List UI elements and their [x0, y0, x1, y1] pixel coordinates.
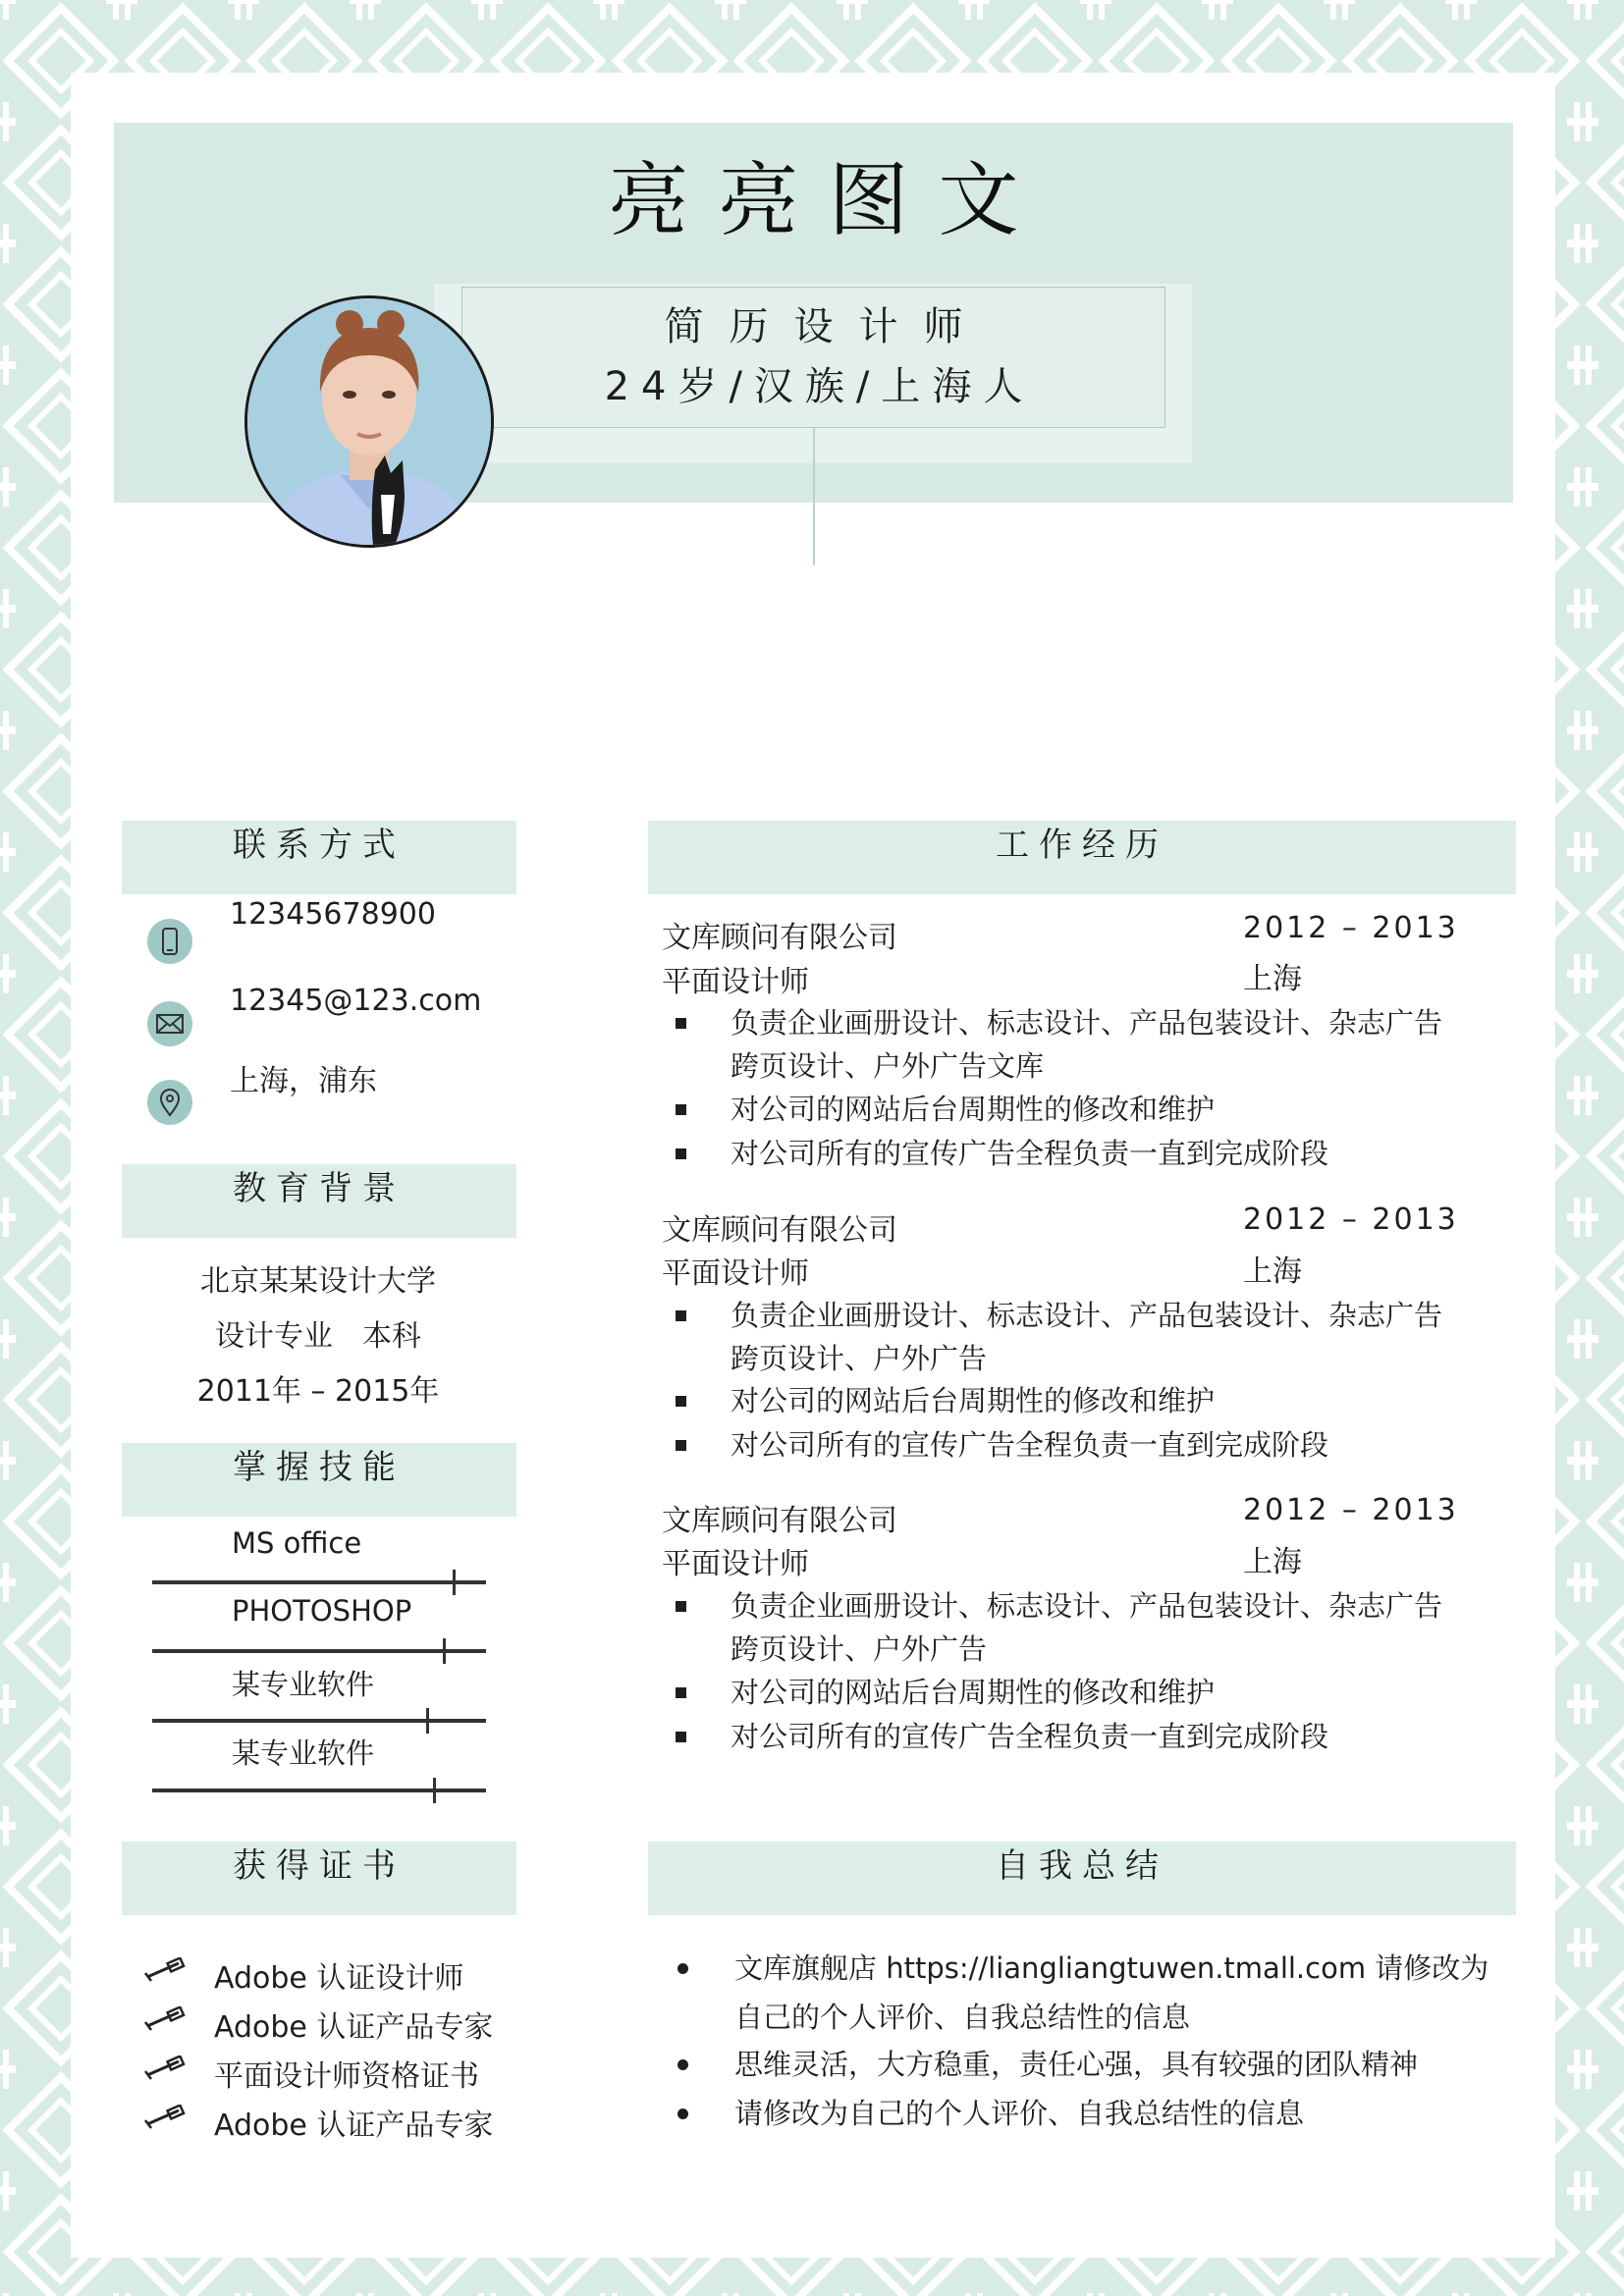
certificate-icon: [143, 2006, 187, 2032]
job-bullet-text: 负责企业画册设计、标志设计、产品包装设计、杂志广告跨页设计、户外广告: [731, 1589, 1443, 1666]
summary-section-title: 自我总结: [648, 1842, 1516, 1915]
skill-bar: [152, 1719, 486, 1723]
job-role: 平面设计师: [662, 965, 809, 999]
study-period: 2011年 – 2015年: [196, 1374, 440, 1409]
job-bullet-text: 对公司所有的宣传广告全程负责一直到完成阶段: [731, 1137, 1329, 1170]
certificate-name: Adobe 认证产品专家: [214, 2010, 494, 2045]
job-bullet-text: 对公司的网站后台周期性的修改和维护: [731, 1676, 1216, 1709]
skill-name: 某专业软件: [232, 1668, 375, 1701]
job-years: 2012 – 2013: [1243, 911, 1459, 945]
job-bullet-text: 对公司的网站后台周期性的修改和维护: [731, 1093, 1216, 1126]
certificate-name: Adobe 认证设计师: [214, 1961, 464, 1996]
job-bullet-text: 负责企业画册设计、标志设计、产品包装设计、杂志广告跨页设计、户外广告文库: [731, 1006, 1443, 1083]
certificates-section-title: 获得证书: [122, 1842, 516, 1915]
summary-text: 思维灵活，大方稳重，责任心强，具有较强的团队精神: [734, 2048, 1419, 2081]
location-icon: [147, 1080, 192, 1125]
skill-level-marker: [453, 1570, 456, 1595]
contact-section-title: 联系方式: [122, 821, 516, 894]
personal-meta: 24岁/汉族/上海人: [604, 364, 1035, 409]
candidate-name: 亮亮图文: [608, 154, 1049, 247]
job-location: 上海: [1243, 1545, 1302, 1579]
job-company: 文库顾问有限公司: [662, 1213, 897, 1248]
work-section-title: 工作经历: [648, 821, 1516, 894]
certificate-icon: [143, 2105, 187, 2130]
skill-level-marker: [443, 1638, 446, 1664]
skill-bar: [152, 1789, 486, 1792]
phone-number: 12345678900: [230, 897, 436, 932]
job-bullet-text: 负责企业画册设计、标志设计、产品包装设计、杂志广告跨页设计、户外广告: [731, 1299, 1443, 1375]
job-bullet-text: 对公司的网站后台周期性的修改和维护: [731, 1384, 1216, 1417]
skill-level-marker: [426, 1708, 429, 1734]
skill-level-marker: [433, 1778, 436, 1803]
job-bullet-text: 对公司所有的宣传广告全程负责一直到完成阶段: [731, 1720, 1329, 1753]
job-title: 简历设计师: [664, 304, 989, 349]
job-years: 2012 – 2013: [1243, 1493, 1459, 1527]
summary-text: 请修改为自己的个人评价、自我总结性的信息: [734, 2097, 1305, 2130]
certificate-name: 平面设计师资格证书: [214, 2059, 479, 2094]
job-bullet-text: 对公司所有的宣传广告全程负责一直到完成阶段: [731, 1428, 1329, 1462]
job-location: 上海: [1243, 962, 1302, 996]
certificate-icon: [143, 2056, 187, 2081]
job-years: 2012 – 2013: [1243, 1202, 1459, 1237]
certificate-name: Adobe 认证产品专家: [214, 2109, 494, 2143]
phone-icon: [147, 919, 192, 964]
avatar: [244, 295, 494, 548]
summary-text: 文库旗舰店 https://liangliangtuwen.tmall.com 请修改为自己的个人评价、自我总结性的信息: [734, 1951, 1489, 2034]
major-degree: 设计专业 本科: [215, 1319, 421, 1354]
certificate-icon: [143, 1957, 187, 1983]
location-text: 上海，浦东: [230, 1064, 377, 1098]
skill-name: MS office: [232, 1526, 362, 1560]
job-role: 平面设计师: [662, 1547, 809, 1581]
school-name: 北京某某设计大学: [200, 1264, 436, 1299]
skill-bar: [152, 1580, 486, 1584]
skill-name: PHOTOSHOP: [232, 1594, 412, 1628]
skill-bar: [152, 1649, 486, 1653]
job-location: 上海: [1243, 1255, 1302, 1289]
job-role: 平面设计师: [662, 1256, 809, 1291]
job-company: 文库顾问有限公司: [662, 921, 897, 955]
email-address: 12345@123.com: [230, 984, 482, 1018]
skills-section-title: 掌握技能: [122, 1443, 516, 1517]
job-company: 文库顾问有限公司: [662, 1504, 897, 1538]
skill-name: 某专业软件: [232, 1736, 375, 1770]
mail-icon: [147, 1001, 192, 1046]
avatar-portrait: [247, 298, 491, 545]
education-section-title: 教育背景: [122, 1164, 516, 1238]
divider-line: [813, 428, 815, 565]
